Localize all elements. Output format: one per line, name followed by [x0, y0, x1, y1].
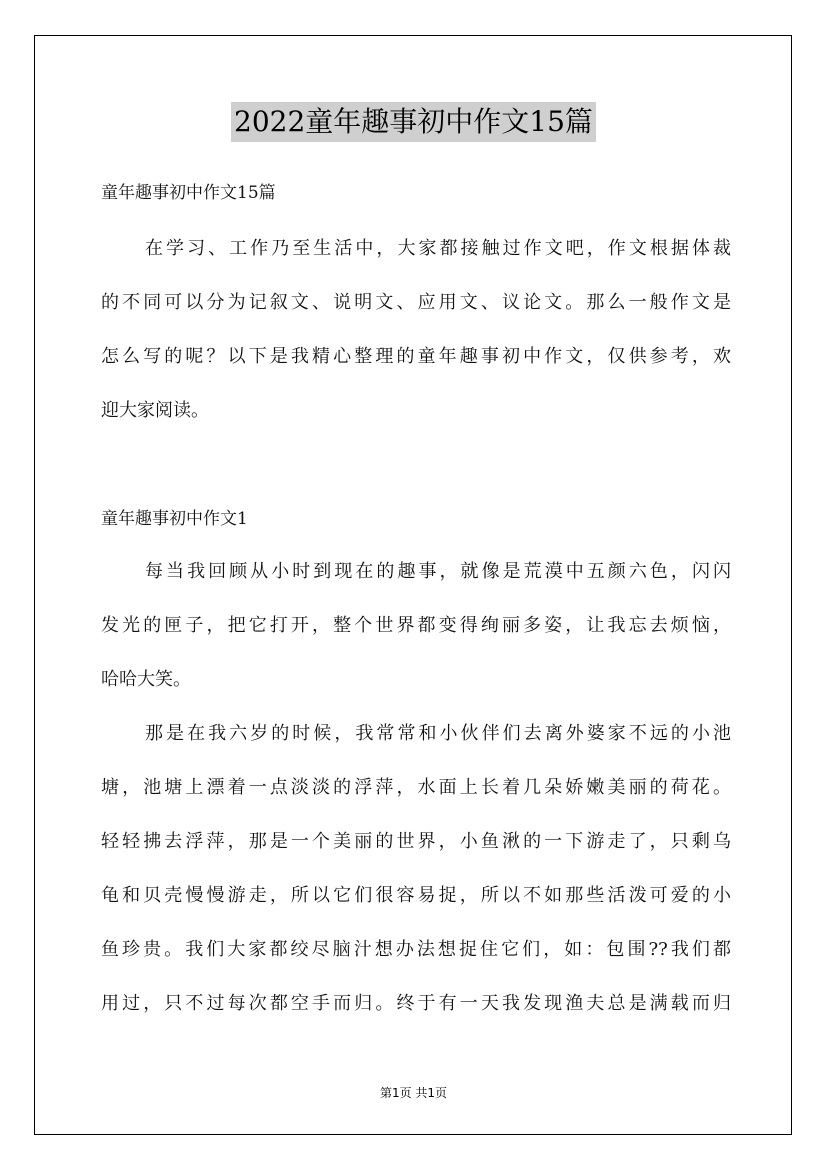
intro-line: 怎么写的呢？以下是我精心整理的童年趣事初中作文，仅供参考，欢: [101, 346, 731, 367]
para2-line: 那是在我六岁的时候，我常常和小伙伴们去离外婆家不远的小池: [145, 723, 731, 744]
intro-line: 的不同可以分为记叙文、说明文、应用文、议论文。那么一般作文是: [101, 292, 731, 313]
intro-line: 在学习、工作乃至生活中，大家都接触过作文吧，作文根据体裁: [145, 238, 731, 259]
para2-line: 塘，池塘上漂着一点淡淡的浮萍，水面上长着几朵娇嫩美丽的荷花。: [101, 777, 731, 798]
para2-line: 龟和贝壳慢慢游走，所以它们很容易捉，所以不如那些活泼可爱的小: [101, 885, 731, 906]
para2-line: 用过，只不过每次都空手而归。终于有一天我发现渔夫总是满载而归: [101, 993, 731, 1014]
para2-line: 轻轻拂去浮萍，那是一个美丽的世界，小鱼湫的一下游走了，只剩乌: [101, 831, 731, 852]
paragraph-1: [101, 545, 731, 707]
intro-line: 迎大家阅读。: [101, 400, 209, 421]
para1-line: 发光的匣子，把它打开，整个世界都变得绚丽多姿，让我忘去烦恼，: [101, 615, 731, 636]
section-heading: 童年趣事初中作文1: [101, 509, 248, 529]
title-container: [0, 102, 827, 142]
subtitle: 童年趣事初中作文15篇: [101, 183, 276, 203]
page-footer: 第1页 共1页: [379, 1086, 448, 1100]
paragraph-2: [101, 707, 731, 1031]
para1-line: 哈哈大笑。: [101, 669, 191, 690]
intro-paragraph: [101, 222, 731, 438]
para2-line: 鱼珍贵。我们大家都绞尽脑汁想办法想捉住它们，如：包围??我们都: [101, 939, 731, 960]
para1-line: 每当我回顾从小时到现在的趣事，就像是荒漠中五颜六色，闪闪: [145, 561, 731, 582]
document-title: 2022童年趣事初中作文15篇: [231, 102, 596, 142]
